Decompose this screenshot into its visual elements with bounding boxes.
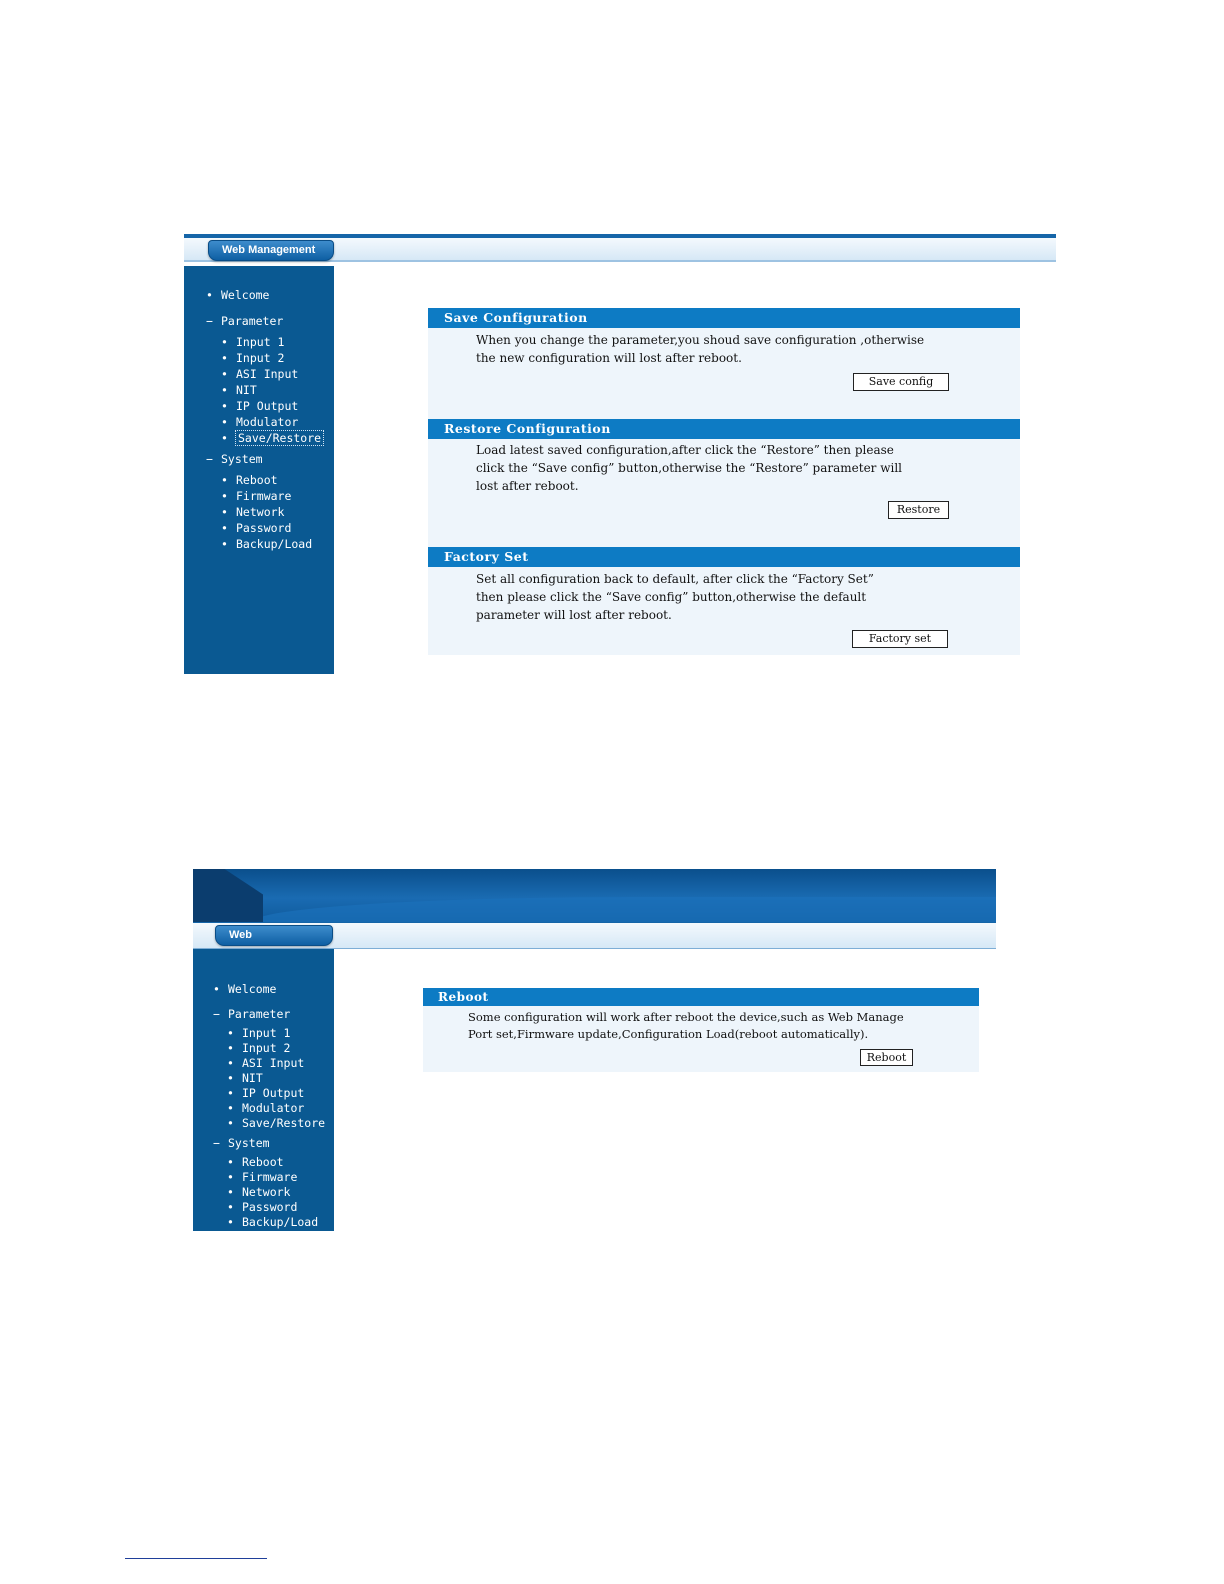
screenshot-reboot (193, 869, 996, 1231)
sidebar-item-nit[interactable] (227, 1071, 263, 1085)
sidebar-item-input-1[interactable] (221, 335, 284, 349)
bullet-icon: • (221, 431, 228, 445)
bullet-icon: • (221, 335, 228, 349)
sidebar-item-label: Modulator (242, 1101, 305, 1115)
bullet-icon: • (227, 1215, 234, 1229)
sidebar-item-network[interactable] (227, 1185, 290, 1199)
collapse-icon: − (213, 1136, 220, 1150)
sidebar-item-label: Welcome (221, 288, 270, 302)
bullet-icon: • (227, 1071, 234, 1085)
save-configuration-header: Save Configuration (428, 308, 1020, 328)
factory-set-button[interactable]: Factory set (852, 630, 948, 648)
sidebar-item-label: Password (236, 521, 292, 535)
sidebar-item-label: Parameter (221, 314, 284, 328)
sidebar-item-label: Firmware (236, 489, 292, 503)
bullet-icon: • (206, 288, 213, 302)
bullet-icon: • (221, 351, 228, 365)
sidebar-item-password[interactable] (227, 1200, 297, 1214)
bullet-icon: • (221, 521, 228, 535)
bullet-icon: • (227, 1026, 234, 1040)
web-management-tab[interactable]: Web (215, 925, 333, 946)
factory-set-header: Factory Set (428, 547, 1020, 567)
sidebar-item-system[interactable] (206, 452, 263, 466)
sidebar-item-label: System (228, 1136, 270, 1150)
bullet-icon: • (221, 473, 228, 487)
save-configuration-text: When you change the parameter,you shoud save configuration ,otherwise the new configuration will lost after reboot. (476, 333, 925, 365)
header-banner (193, 869, 996, 922)
sidebar-item-label: Welcome (228, 982, 277, 996)
sidebar-item-ip-output[interactable] (221, 399, 298, 413)
bullet-icon: • (221, 505, 228, 519)
sidebar-item-input-2[interactable] (221, 351, 284, 365)
sidebar-item-label: Input 2 (242, 1041, 291, 1055)
sidebar-item-label: System (221, 452, 263, 466)
bullet-icon: • (227, 1116, 234, 1130)
banner-curve-decoration (193, 869, 263, 922)
bullet-icon: • (221, 489, 228, 503)
sidebar-item-label: Save/Restore (242, 1116, 326, 1130)
sidebar-item-nit[interactable] (221, 383, 257, 397)
footnote-rule (125, 1558, 267, 1559)
sidebar-item-save-restore[interactable] (221, 431, 323, 445)
reboot-header: Reboot (423, 988, 979, 1006)
sidebar-item-modulator[interactable] (227, 1101, 304, 1115)
sidebar-item-welcome[interactable] (206, 288, 269, 302)
sidebar-item-label: Modulator (236, 415, 299, 429)
restore-configuration-header: Restore Configuration (428, 419, 1020, 439)
sidebar-item-label: Firmware (242, 1170, 298, 1184)
bullet-icon: • (227, 1170, 234, 1184)
sidebar-item-label: NIT (242, 1071, 263, 1085)
collapse-icon: − (206, 314, 213, 328)
top-bar (193, 922, 996, 949)
sidebar-item-input-2[interactable] (227, 1041, 290, 1055)
bullet-icon: • (227, 1056, 234, 1070)
sidebar-item-password[interactable] (221, 521, 291, 535)
sidebar-item-label: Input 2 (236, 351, 285, 365)
sidebar-item-input-1[interactable] (227, 1026, 290, 1040)
sidebar-item-label: Input 1 (236, 335, 285, 349)
sidebar-item-label: Reboot (236, 473, 278, 487)
bullet-icon: • (221, 399, 228, 413)
sidebar-item-system[interactable] (213, 1136, 270, 1150)
sidebar-item-label: Reboot (242, 1155, 284, 1169)
sidebar-item-welcome[interactable] (213, 982, 276, 996)
sidebar-item-modulator[interactable] (221, 415, 298, 429)
sidebar-item-label: Network (242, 1185, 291, 1199)
sidebar-item-parameter[interactable] (213, 1007, 290, 1021)
sidebar-item-asi-input[interactable] (221, 367, 298, 381)
sidebar-item-parameter[interactable] (206, 314, 283, 328)
web-management-tab[interactable]: Web Management (208, 240, 334, 261)
sidebar-item-network[interactable] (221, 505, 284, 519)
sidebar-item-label: Parameter (228, 1007, 291, 1021)
sidebar-item-label: Backup/Load (242, 1215, 319, 1229)
sidebar-item-label: Backup/Load (236, 537, 313, 551)
sidebar-item-backup-load[interactable] (227, 1215, 318, 1229)
sidebar-item-label: NIT (236, 383, 257, 397)
restore-button[interactable]: Restore (888, 501, 949, 519)
bullet-icon: • (227, 1101, 234, 1115)
sidebar (184, 266, 334, 674)
sidebar-item-asi-input[interactable] (227, 1056, 304, 1070)
sidebar-item-ip-output[interactable] (227, 1086, 304, 1100)
sidebar-item-save-restore[interactable] (227, 1116, 325, 1130)
sidebar-item-label: Password (242, 1200, 298, 1214)
reboot-text: Some configuration will work after reboot the device,such as Web Manage Port set,Firmware update,Configuration Load(reboot automatically). (468, 1010, 904, 1041)
save-config-button[interactable]: Save config (853, 373, 949, 391)
sidebar-item-label: IP Output (242, 1086, 305, 1100)
sidebar-item-firmware[interactable] (227, 1170, 297, 1184)
sidebar-item-reboot[interactable] (221, 473, 278, 487)
bullet-icon: • (213, 982, 220, 996)
sidebar-item-reboot[interactable] (227, 1155, 284, 1169)
collapse-icon: − (206, 452, 213, 466)
bullet-icon: • (221, 537, 228, 551)
bullet-icon: • (227, 1155, 234, 1169)
top-bar (184, 234, 1056, 262)
bullet-icon: • (227, 1041, 234, 1055)
sidebar-item-label: Network (236, 505, 285, 519)
sidebar-item-label: ASI Input (242, 1056, 305, 1070)
bullet-icon: • (221, 415, 228, 429)
bullet-icon: • (227, 1200, 234, 1214)
sidebar-item-label: Input 1 (242, 1026, 291, 1040)
reboot-button[interactable]: Reboot (860, 1049, 913, 1066)
sidebar (193, 949, 334, 1231)
restore-configuration-text: Load latest saved configuration,after click the “Restore” then please click the “Save config” button,otherwise the “Restore” parameter will lost after reboot. (476, 443, 902, 493)
sidebar-item-backup-load[interactable] (221, 537, 312, 551)
bullet-icon: • (227, 1185, 234, 1199)
bullet-icon: • (221, 367, 228, 381)
sidebar-item-label: ASI Input (236, 367, 299, 381)
bullet-icon: • (227, 1086, 234, 1100)
factory-set-text: Set all configuration back to default, after click the “Factory Set” then please click the “Save config” button,otherwise the default parameter will lost after reboot. (476, 572, 874, 622)
sidebar-item-firmware[interactable] (221, 489, 291, 503)
bullet-icon: • (221, 383, 228, 397)
sidebar-item-label: Save/Restore (238, 431, 322, 445)
banner-wave-decoration (253, 897, 996, 922)
sidebar-item-label: IP Output (236, 399, 299, 413)
screenshot-save-restore (184, 234, 1056, 674)
collapse-icon: − (213, 1007, 220, 1021)
